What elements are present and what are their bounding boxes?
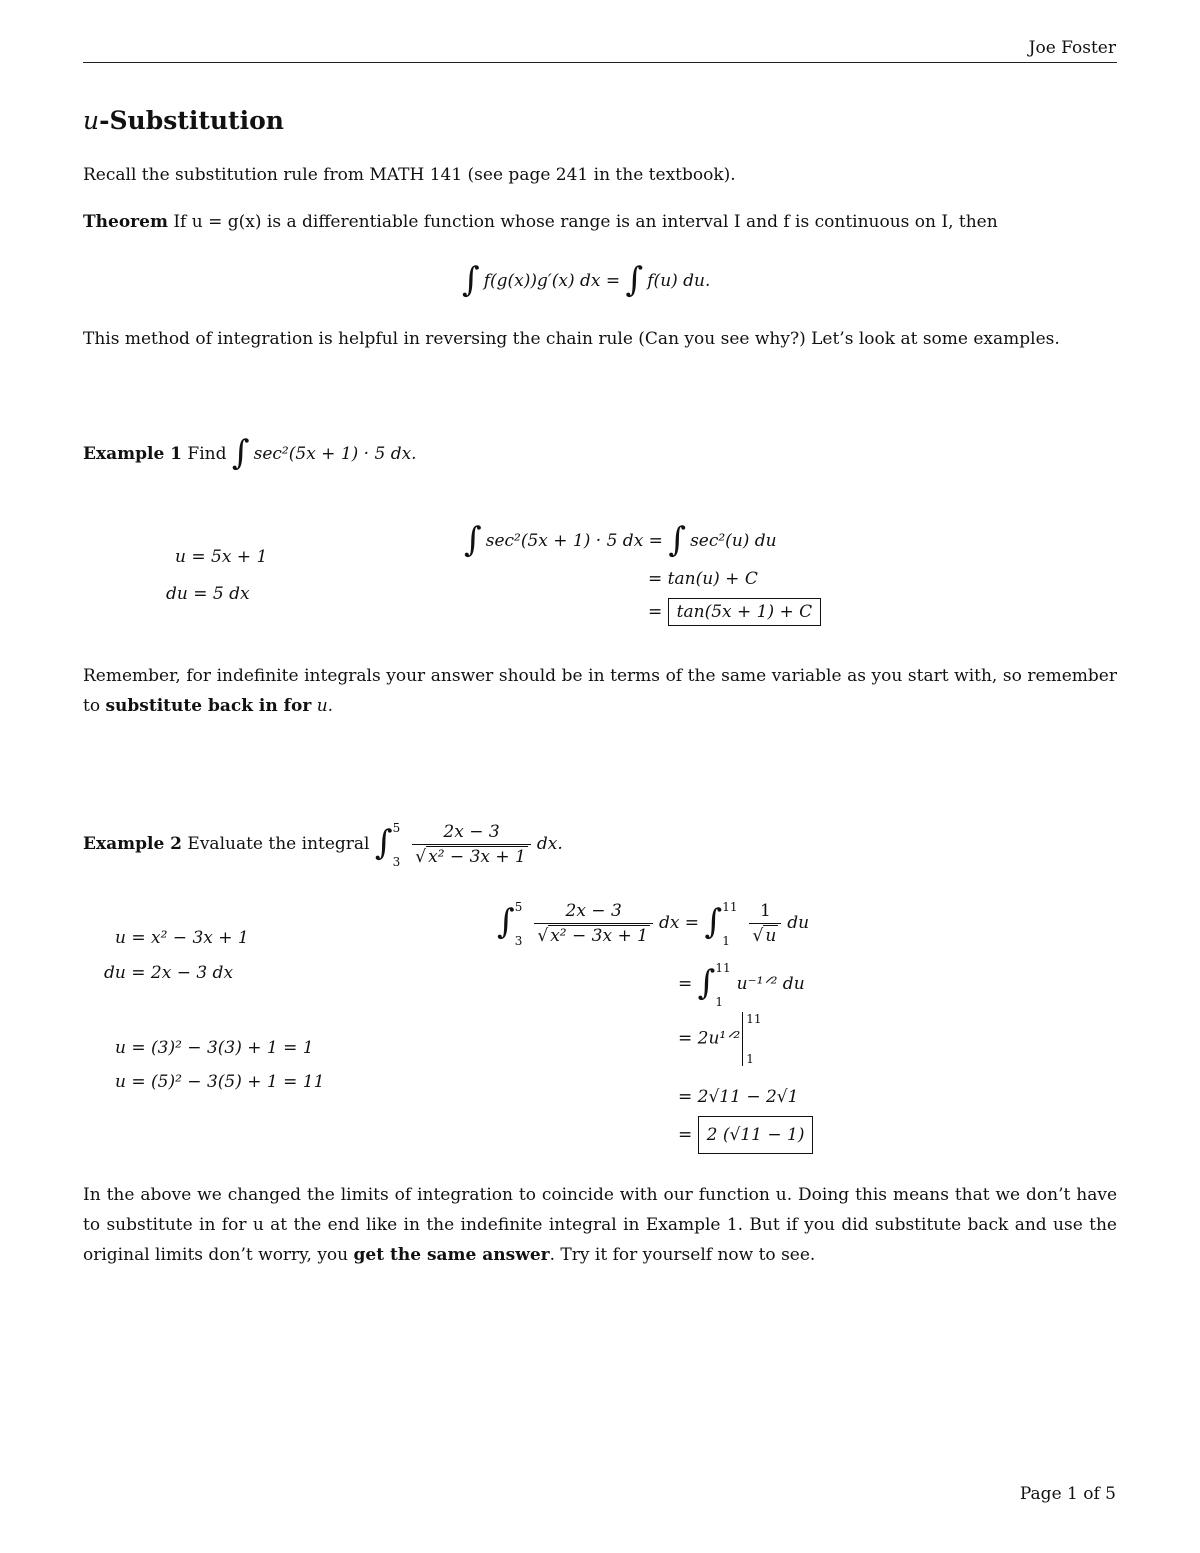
example2-rhs-dx-eq: dx = (658, 913, 700, 933)
title-text: -Substitution (99, 106, 284, 135)
fraction-numerator: 2x − 3 (443, 822, 500, 842)
integral-sign: ∫ (704, 902, 723, 942)
example2-line2: = ∫ 11 1 u⁻¹ᐟ² du (678, 960, 805, 1009)
example2-line1: ∫ 5 3 $\frac{2x - 3}{\text{√ x² − 3x + 1}}$ dx = ∫ 11 1 $\frac{1}{√ u}$ du (497, 899, 810, 948)
integral-sign: ∫ (231, 433, 250, 473)
conclusion-text: In the above we changed the limits of integration to coincide with our function u. Doing this means that we don’t have to substitute in for u at the end like in the indefinite integral in Example 1. But if you did substitute back and use the original limits don’t worry, you (83, 1185, 1117, 1265)
example1-sub-du: du = 5 dx (166, 584, 250, 604)
author-name: Joe Foster (1028, 38, 1116, 58)
conclusion-paragraph (83, 1180, 1117, 1270)
integral-sign: ∫ (625, 260, 644, 300)
intro-paragraph: Recall the substitution rule from MATH 141 (see page 241 in the textbook). (83, 165, 736, 185)
integral-sign: ∫ (374, 823, 393, 863)
page-number: Page 1 of 5 (1019, 1484, 1116, 1504)
remember-var: u. (316, 696, 334, 716)
example1-prompt: Find (187, 444, 227, 464)
fraction-denominator: √ x² − 3x + 1 (412, 844, 531, 867)
example2-label: Example 2 (83, 834, 183, 854)
page-title (83, 106, 284, 135)
example2-sub-u: u = x² − 3x + 1 (115, 928, 249, 948)
formula-right: f(u) du. (647, 271, 711, 291)
upper-limit: 5 (392, 820, 401, 835)
lower-limit: 3 (392, 854, 401, 869)
example1-answer-box: tan(5x + 1) + C (668, 598, 822, 626)
integral-sign: ∫ (668, 520, 687, 560)
conclusion-end: . Try it for yourself now to see. (549, 1245, 816, 1265)
example1-line1-right: sec²(u) du (690, 531, 777, 551)
example2-fraction (412, 822, 531, 867)
example1-line3 (648, 602, 821, 622)
theorem-formula: ∫ f(g(x))g′(x) dx = ∫ f(u) du. (462, 260, 711, 300)
example2-heading (83, 818, 563, 869)
example1-label: Example 1 (83, 444, 183, 464)
example1-line1-left: sec²(5x + 1) · 5 dx = (485, 531, 663, 551)
example1-line2: = tan(u) + C (648, 569, 758, 589)
equals-sign: = (648, 602, 663, 622)
example2-sub-du: du = 2x − 3 dx (104, 963, 234, 983)
header-rule (83, 62, 1117, 63)
theorem-text: If u = g(x) is a differentiable function whose range is an interval I and f is continuous on I, then (173, 212, 998, 232)
remember-bold: substitute back in for (105, 696, 312, 716)
example2-answer-box: 2 (√11 − 1) (698, 1116, 814, 1154)
example1-integrand: sec²(5x + 1) · 5 dx. (253, 444, 417, 464)
example2-dx: dx. (536, 834, 563, 854)
example2-limit-high: u = (5)² − 3(5) + 1 = 11 (115, 1072, 325, 1092)
example1-line1 (464, 515, 777, 560)
integral-sign: ∫ (464, 520, 482, 560)
remember-text: Remember, for indefinite integrals your answer should be in terms of the same variable as you start with, so remember to (83, 666, 1117, 716)
example1-heading (83, 428, 417, 473)
integral-sign: ∫ (462, 260, 480, 300)
example2-line4: = 2√11 − 2√1 (678, 1087, 799, 1107)
method-note: This method of integration is helpful in reversing the chain rule (Can you see why?) Let’s look at some examples. (83, 329, 1060, 349)
integral-sign: ∫ (697, 963, 716, 1003)
remember-paragraph (83, 661, 1117, 721)
example2-prompt: Evaluate the integral (187, 834, 370, 854)
example2-line5: = 2 (√11 − 1) (678, 1125, 813, 1145)
formula-left: f(g(x))g′(x) dx (483, 271, 601, 291)
integral-sign: ∫ (497, 902, 515, 942)
theorem-label: Theorem (83, 212, 168, 232)
example2-line3: = 2u¹ᐟ² 11 1 (678, 1012, 762, 1066)
theorem-paragraph (83, 207, 1117, 237)
conclusion-bold: get the same answer (353, 1245, 550, 1265)
example2-limit-low: u = (3)² − 3(3) + 1 = 1 (115, 1038, 314, 1058)
example1-sub-u: u = 5x + 1 (175, 547, 268, 567)
title-variable: u (83, 106, 100, 135)
